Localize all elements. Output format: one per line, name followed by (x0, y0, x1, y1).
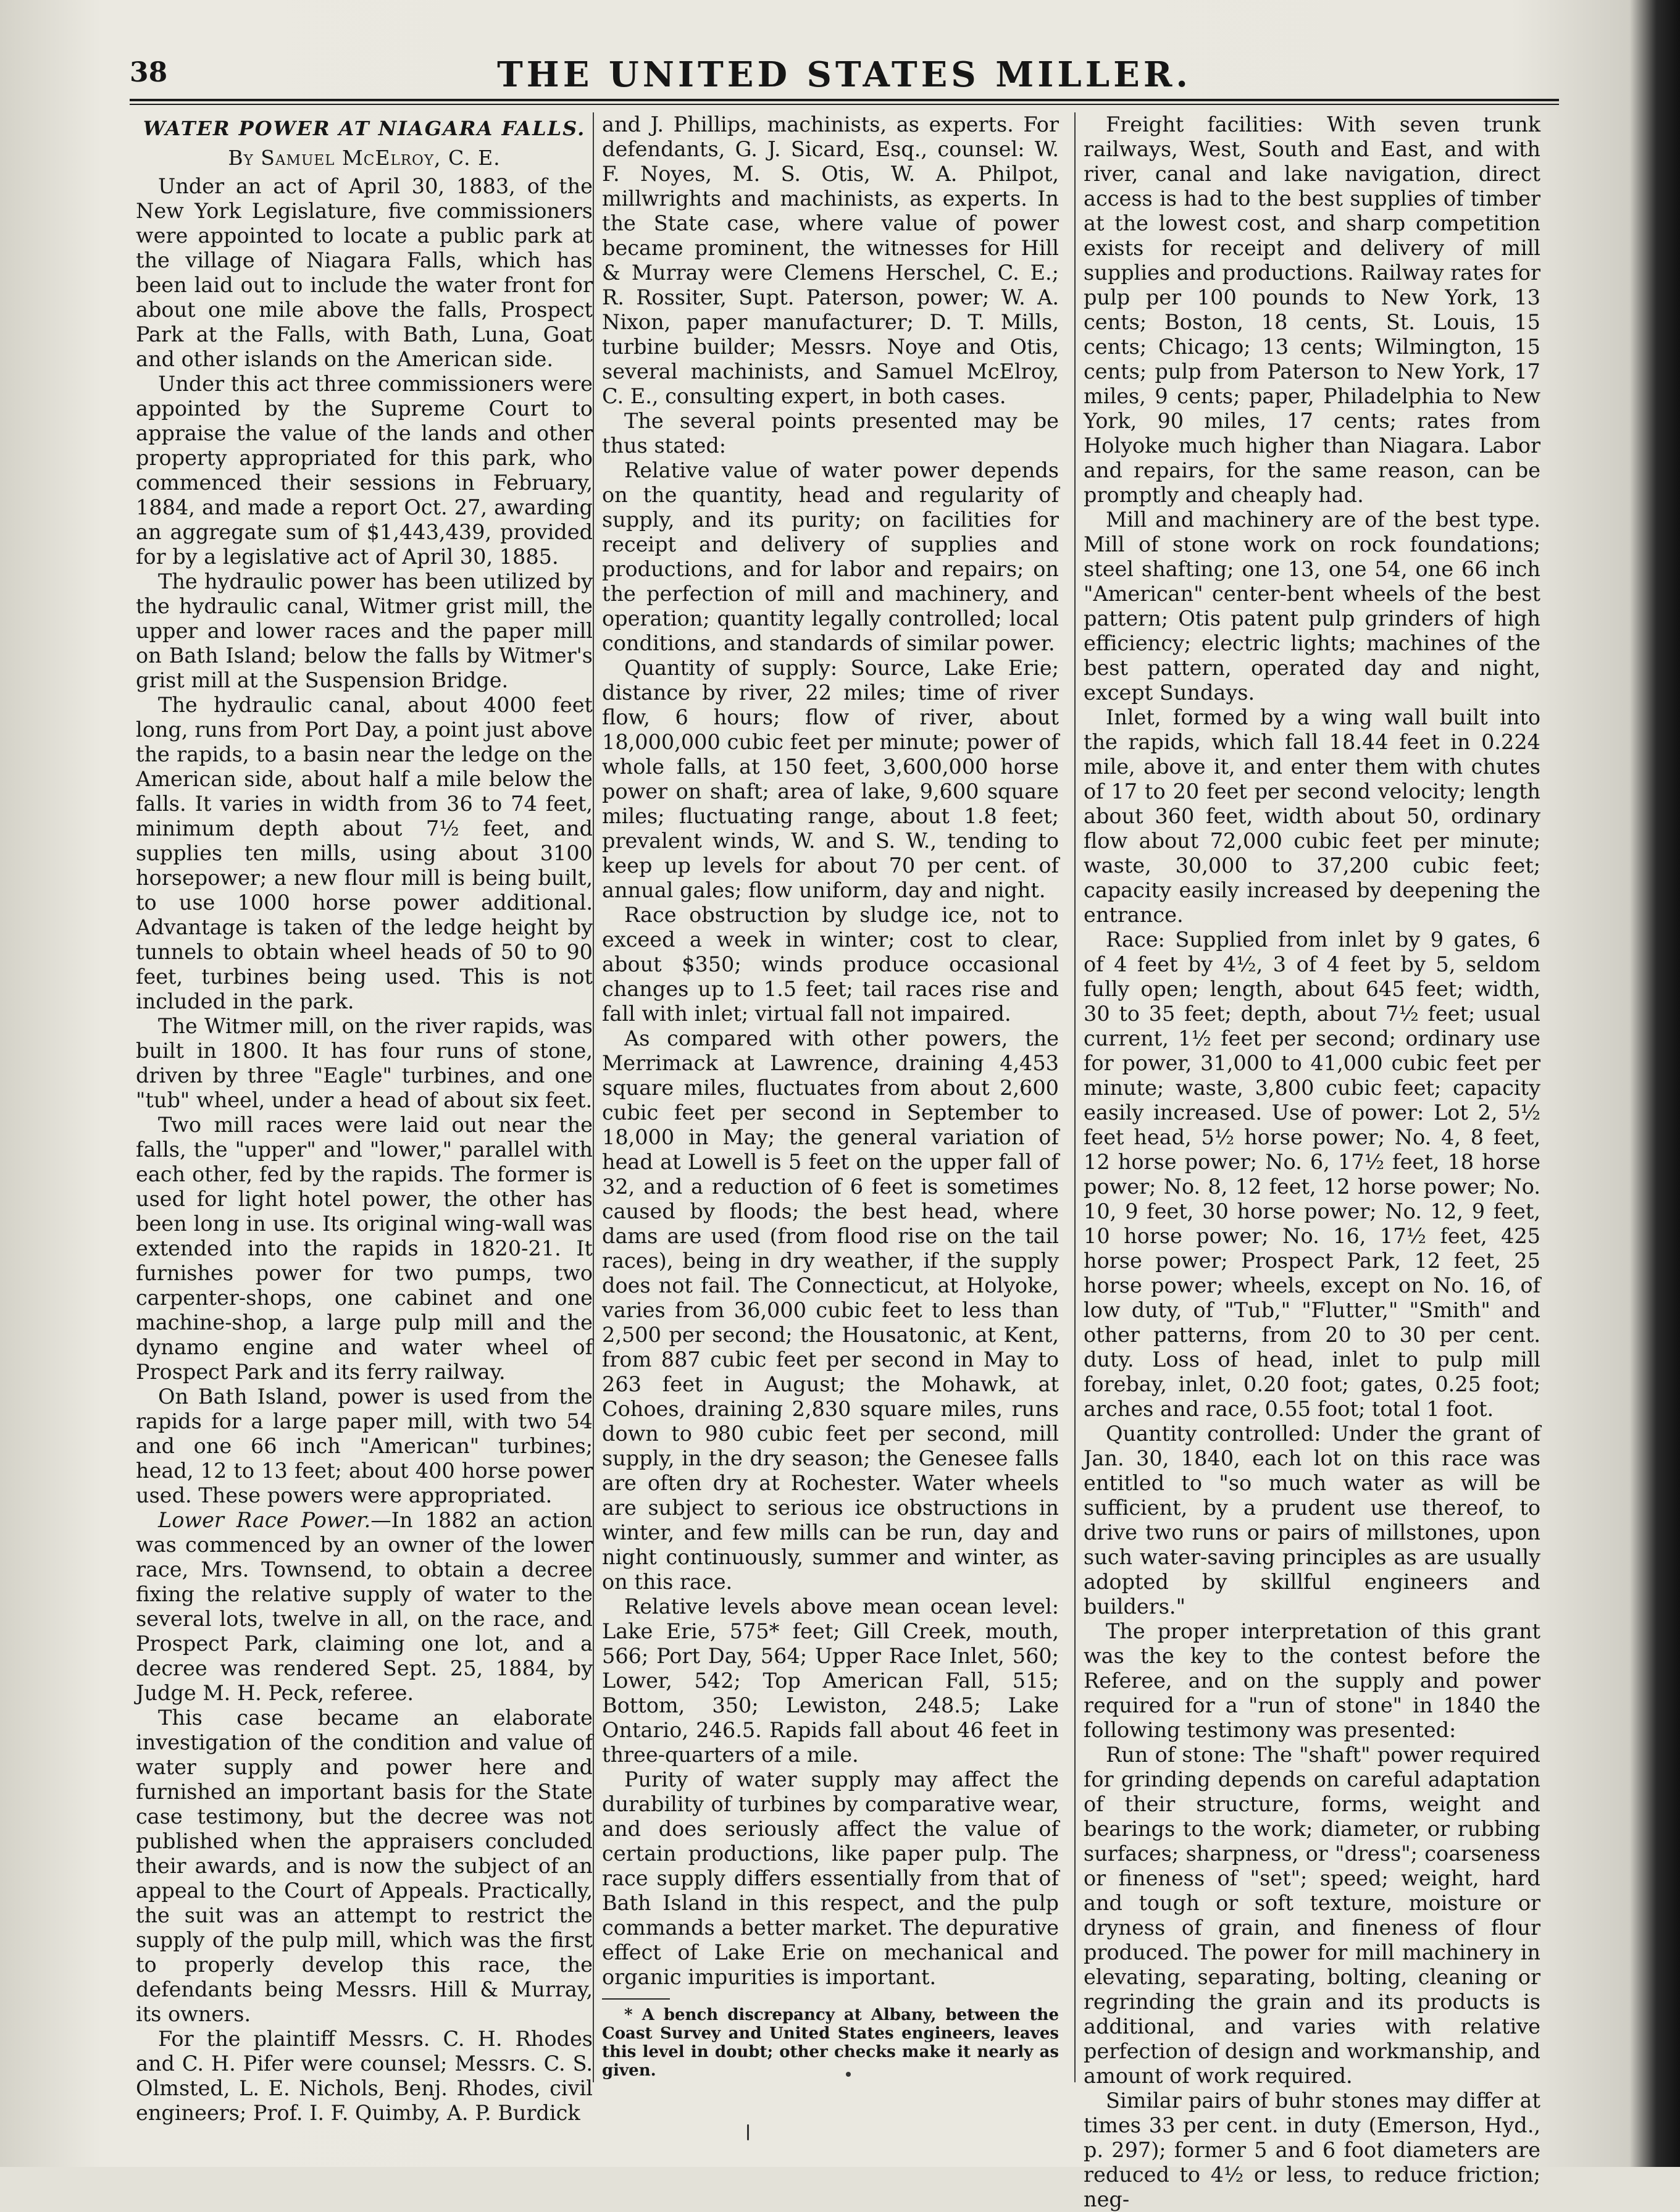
paragraph: Two mill races were laid out near the falls, the "upper" and "lower," parallel with each other, fed by the rapids. The former is used for light hotel power, the other has been long in use. Its original wing-wall was extended into the rapids in 1820-21. It furnishes power for two pumps, two carpenter-shops, one cabinet and one machine-shop, a large pulp mill and the dynamo engine and water wheel of Prospect Park and its ferry railway. (136, 1113, 593, 1384)
article-title: WATER POWER AT NIAGARA FALLS. (143, 117, 586, 140)
paragraph: Purity of water supply may affect the durability of turbines by comparative wear, and does seriously affect the value of certain productions, like paper pulp. The race supply differs essentially from that of Bath Island in this respect, and the pulp commands a better market. The depurative effect of Lake Erie on mechanical and organic impurities is important. (602, 1767, 1059, 1989)
masthead-title: THE UNITED STATES MILLER. (497, 54, 1192, 95)
paragraph: Race obstruction by sludge ice, not to exceed a week in winter; cost to clear, about $350; winds produce occasional changes up to 1.5 feet; tail races rise and fall with inlet; virtual fall not impaired. (602, 903, 1059, 1026)
column-divider (593, 112, 594, 2082)
paragraph: Relative value of water power depends on the quantity, head and regularity of supply, and its purity; on facilities for receipt and delivery of supplies and productions, and for labor and repairs; on the perfection of mill and machinery, and operation; quantity legally controlled; local conditions, and standards of similar power. (602, 458, 1059, 655)
paragraph: The several points presented may be thus stated: (602, 409, 1059, 458)
paragraph: Under an act of April 30, 1883, of the New York Legislature, five commissioners were appointed to locate a public park at the village of Niagara Falls, which has been laid out to include the water front for about one mile above the falls, Prospect Park at the Falls, with Bath, Luna, Goat and other islands on the American side. (136, 174, 593, 371)
header-rule (130, 99, 1559, 101)
paragraph: Race: Supplied from inlet by 9 gates, 6 of 4 feet by 4½, 3 of 4 feet by 5, seldom fully open; length, about 645 feet; width, 30 to 35 feet; depth, about 7½ feet; usual current, 1½ feet per second; ordinary use for power, 31,000 to 41,000 cubic feet per minute; waste, 3,800 cubic feet; capacity easily increased. Use of power: Lot 2, 5½ feet head, 5½ horse power; No. 4, 8 feet, 12 horse power; No. 6, 17½ feet, 18 horse power; No. 8, 12 feet, 12 horse power; No. 10, 9 feet, 30 horse power; No. 12, 9 feet, 10 horse power; No. 16, 17½ feet, 425 horse power; Prospect Park, 12 feet, 25 horse power; wheels, except on No. 16, of low duty, of "Tub," "Flutter," "Smith" and other patterns, from 20 to 30 per cent. duty. Loss of head, inlet to pulp mill forebay, inlet, 0.20 foot; gates, 0.25 foot; arches and race, 0.55 foot; total 1 foot. (1084, 928, 1540, 1421)
paragraph: Run of stone: The "shaft" power required for grinding depends on careful adaptation of their structure, forms, weight and bearings to the work; diameter, or rubbing surfaces; sharpness, or "dress"; coarseness or fineness of "set"; speed; weight, hard and tough or soft texture, moisture or dryness of grain, and fineness of flour produced. The power for mill machinery in elevating, separating, bolting, cleaning or regrinding the grain and its products is additional, and varies with relative perfection of design and workmanship, and amount of work required. (1084, 1743, 1540, 2088)
paragraph: Under this act three commissioners were appointed by the Supreme Court to appraise the value of the lands and other property appropriated for this park, who commenced their sessions in February, 1884, and made a report Oct. 27, awarding an aggregate sum of $1,443,439, provided for by a legislative act of April 30, 1885. (136, 372, 593, 569)
column-3 (1084, 112, 1540, 2211)
paragraph: For the plaintiff Messrs. C. H. Rhodes and C. H. Pifer were counsel; Messrs. C. S. Olmsted, L. E. Nichols, Benj. Rhodes, civil engineers; Prof. I. F. Quimby, A. P. Burdick (136, 2027, 593, 2125)
paragraph: As compared with other powers, the Merrimack at Lawrence, draining 4,453 square miles, fluctuates from about 2,600 cubic feet per second in September to 18,000 in May; the general variation of head at Lowell is 5 feet on the upper fall of 32, and a reduction of 6 feet is sometimes caused by floods; the best head, where dams are used (from flood rise on the tail races), being in dry weather, if the supply does not fail. The Connecticut, at Holyoke, varies from 36,000 cubic feet to less than 2,500 per second; the Housatonic, at Kent, from 887 cubic feet per second in May to 263 feet in August; the Mohawk, at Cohoes, draining 2,830 square miles, runs down to 980 cubic feet per second, mill supply, in the dry season; the Genesee falls are often dry at Rochester. Water wheels are subject to serious ice obstructions in winter, and few mills can be run, day and night continuously, summer and winter, as on this race. (602, 1026, 1059, 1594)
paragraph: Relative levels above mean ocean level: Lake Erie, 575* feet; Gill Creek, mouth, 566; Port Day, 564; Upper Race Inlet, 560; Lower, 542; Top American Fall, 515; Bottom, 350; Lewiston, 248.5; Lake Ontario, 246.5. Rapids fall about 46 feet in three-quarters of a mile. (602, 1594, 1059, 1767)
paragraph: This case became an elaborate investigation of the condition and value of water supply and power here and furnished an important basis for the State case testimony, but the decree was not published when the appraisers concluded their awards, and is now the subject of an appeal to the Court of Appeals. Practically, the suit was an attempt to restrict the supply of the pulp mill, which was the first to properly develop this race, the defendants being Messrs. Hill & Murray, its owners. (136, 1706, 593, 2026)
header-rule-thin (130, 104, 1559, 105)
paragraph: and J. Phillips, machinists, as experts. For defendants, G. J. Sicard, Esq., counsel: W. F. Noyes, M. S. Otis, W. A. Philpot, millwrights and machinists, as experts. In the State case, where value of power became prominent, the witnesses for Hill & Murray were Clemens Herschel, C. E.; R. Rossiter, Supt. Paterson, power; W. A. Nixon, paper manufacturer; D. T. Mills, turbine builder; Messrs. Noye and Otis, several machinists, and Samuel McElroy, C. E., consulting expert, in both cases. (602, 112, 1059, 408)
column-divider (1074, 112, 1076, 2082)
paragraph: Mill and machinery are of the best type. Mill of stone work on rock foundations; steel shafting; one 13, one 54, one 66 inch "American" center-bent wheels of the best pattern; Otis patent pulp grinders of high efficiency; electric lights; machines of the best pattern, operated day and night, except Sundays. (1084, 508, 1540, 705)
paragraph: Freight facilities: With seven trunk railways, West, South and East, and with river, canal and lake navigation, direct access is had to the best supplies of timber at the lowest cost, and sharp competition exists for receipt and delivery of mill supplies and productions. Railway rates for pulp per 100 pounds to New York, 13 cents; Boston, 18 cents, St. Louis, 15 cents; Chicago; 13 cents; Wilmington, 15 cents; pulp from Paterson to New York, 17 miles, 9 cents; paper, Philadelphia to New York, 90 miles, 17 cents; rates from Holyoke much higher than Niagara. Labor and repairs, for the same reason, can be promptly and cheaply had. (1084, 112, 1540, 507)
page-header (130, 54, 1559, 98)
paragraph: Lower Race Power.—In 1882 an action was commenced by an owner of the lower race, Mrs. Townsend, to obtain a decree fixing the relative supply of water to the several lots, twelve in all, on the race, and Prospect Park, claiming one lot, and a decree was rendered Sept. 25, 1884, by Judge M. H. Peck, referee. (136, 1508, 593, 1705)
footnote: * A bench discrepancy at Albany, between the Coast Survey and United States engineers, leaves this level in doubt; other checks make it nearly as given. (602, 2006, 1059, 2080)
paragraph: The hydraulic canal, about 4000 feet long, runs from Port Day, a point just above the rapids, to a basin near the ledge on the American side, about half a mile below the falls. It varies in width from 36 to 74 feet, minimum depth about 7½ feet, and supplies ten mills, using about 3100 horsepower; a new flour mill is being built, to use 1000 horse power additional. Advantage is taken of the ledge height by tunnels to obtain wheel heads of 50 to 90 feet, turbines being used. This is not included in the park. (136, 693, 593, 1013)
print-speck (747, 2124, 749, 2140)
paragraph: Inlet, formed by a wing wall built into the rapids, which fall 18.44 feet in 0.224 mile, above it, and enter them with chutes of 17 to 20 feet per second velocity; length about 360 feet, width about 50, ordinary flow about 72,000 cubic feet per minute; waste, 30,000 to 37,200 cubic feet; capacity easily increased by deepening the entrance. (1084, 705, 1540, 927)
paragraph: The proper interpretation of this grant was the key to the contest before the Referee, and on the supply and power required for a "run of stone" in 1840 the following testimony was presented: (1084, 1619, 1540, 1742)
article-byline: By Samuel McElroy, C. E. (228, 146, 501, 170)
page-number: 38 (130, 57, 168, 88)
footnote-rule (602, 1998, 670, 2000)
paragraph: On Bath Island, power is used from the rapids for a large paper mill, with two 54 and one 66 inch "American" turbines; head, 12 to 13 feet; about 400 horse power used. These powers were appropriated. (136, 1385, 593, 1507)
column-2 (602, 112, 1059, 2088)
print-speck (846, 2072, 851, 2077)
paragraph: The hydraulic power has been utilized by the hydraulic canal, Witmer grist mill, the upper and lower races and the paper mill on Bath Island; below the falls by Witmer's grist mill at the Suspension Bridge. (136, 569, 593, 692)
paragraph: The Witmer mill, on the river rapids, was built in 1800. It has four runs of stone, driven by three "Eagle" turbines, and one "tub" wheel, under a head of about six feet. (136, 1014, 593, 1112)
paragraph: Quantity of supply: Source, Lake Erie; distance by river, 22 miles; time of river flow, 6 hours; flow of river, about 18,000,000 cubic feet per minute; power of whole falls, at 150 feet, 3,600,000 horse power on shaft; area of lake, 9,600 square miles; fluctuating range, about 1.8 feet; prevalent winds, W. and S. W., tending to keep up levels for about 70 per cent. of annual gales; flow uniform, day and night. (602, 656, 1059, 902)
paragraph: Similar pairs of buhr stones may differ at times 33 per cent. in duty (Emerson, Hyd., p. 297); former 5 and 6 foot diameters are reduced to 4½ or less, to reduce friction; neg- (1084, 2088, 1540, 2211)
column-1 (136, 112, 593, 2125)
paragraph: Quantity controlled: Under the grant of Jan. 30, 1840, each lot on this race was entitled to "so much water as will be sufficient, by a prudent use thereof, to drive two runs or pairs of millstones, upon such water-saving principles as are usually adopted by skillful engineers and builders." (1084, 1422, 1540, 1619)
section-label: Lower Race Power. (158, 1508, 371, 1532)
